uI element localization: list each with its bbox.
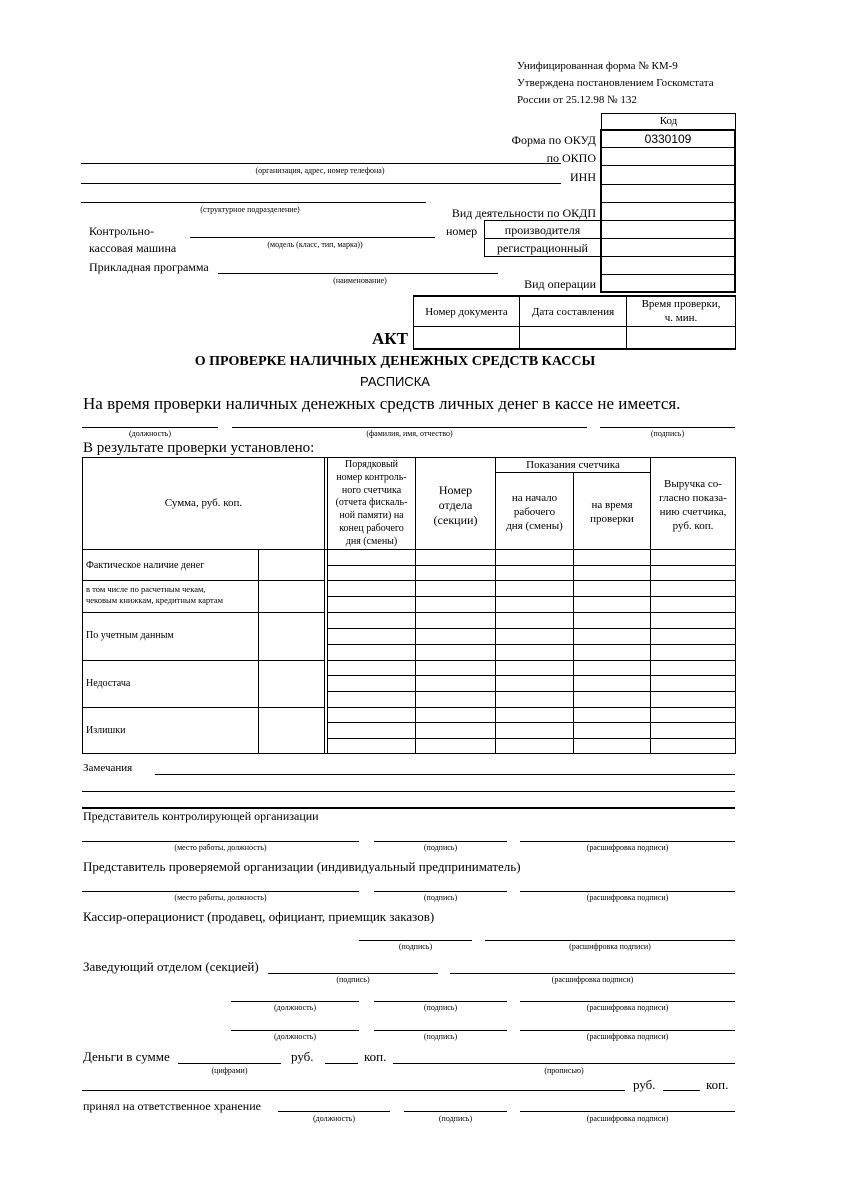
custody-signature-field[interactable] (404, 1111, 507, 1112)
extra1-name-field[interactable] (520, 1001, 735, 1002)
sum-header: Сумма, руб. коп. (164, 497, 243, 509)
custody-label: принял на ответственное хранение (83, 1099, 261, 1113)
custody-position-caption: (должность) (313, 1114, 355, 1123)
okpo-label: по ОКПО (546, 151, 596, 165)
control-rep-position-field[interactable] (82, 841, 359, 842)
form-id-line: Унифицированная форма № КМ-9 (517, 60, 678, 72)
money-kop2-label: коп. (706, 1077, 729, 1092)
app-name-caption: (наименование) (333, 276, 387, 285)
extra1-position-field[interactable] (231, 1001, 359, 1002)
operation-label: Вид операции (524, 277, 596, 291)
position-caption: (должность) (129, 429, 171, 438)
extra2-signature-field[interactable] (374, 1030, 507, 1031)
department-header: Номер отдела (секции) (433, 483, 478, 527)
money-kop-field[interactable] (325, 1063, 358, 1064)
cashier-signature-field[interactable] (359, 940, 472, 941)
money-words-caption: (прописью) (544, 1066, 584, 1075)
control-rep-signature-field[interactable] (374, 841, 507, 842)
checked-rep-name-field[interactable] (520, 891, 735, 892)
result-label: В результате проверки установлено: (83, 440, 315, 456)
fullname-caption: (фамилия, имя, отчество) (366, 429, 453, 438)
manufacturer-label: производителя (504, 223, 581, 237)
control-rep-label: Представитель контролирующей организации (83, 809, 319, 823)
remarks-field-2[interactable] (82, 791, 735, 792)
kod-label: Код (659, 115, 678, 127)
money-kop-label: коп. (364, 1049, 387, 1064)
codes-column (600, 129, 736, 293)
control-rep-position-caption: (место работы, должность) (174, 843, 267, 852)
head-dept-name-caption: (расшифровка подписи) (551, 975, 634, 984)
fullname-field[interactable] (232, 427, 587, 428)
okud-code-value: 0330109 (644, 132, 692, 146)
app-name-field[interactable] (218, 273, 498, 274)
control-rep-name-field[interactable] (520, 841, 735, 842)
approval-line: Утверждена постановлением Госкомстата (517, 77, 714, 89)
counter-readings-header: Показания счетчика (526, 459, 620, 471)
act-subtitle: О ПРОВЕРКЕ НАЛИЧНЫХ ДЕНЕЖНЫХ СРЕДСТВ КАССЫ (194, 354, 596, 369)
money-label: Деньги в сумме (83, 1049, 170, 1064)
extra1-signature-caption: (подпись) (423, 1003, 458, 1012)
extra1-name-caption: (расшифровка подписи) (586, 1003, 669, 1012)
checked-rep-signature-caption: (подпись) (423, 893, 458, 902)
org-field-2[interactable] (81, 183, 561, 184)
structural-unit-field[interactable] (81, 202, 426, 203)
kkm-label-2: кассовая машина (89, 241, 177, 255)
check-time-header-1: Время проверки, (641, 298, 721, 310)
row-shortage: Недостача (86, 678, 131, 689)
row-actual-cash: Фактическое наличие денег (86, 560, 205, 571)
start-of-day-header: на начало рабочего дня (смены) (506, 492, 563, 532)
custody-name-field[interactable] (520, 1111, 735, 1112)
codes-header-cell (601, 113, 736, 130)
kkm-model-field[interactable] (190, 237, 435, 238)
checked-rep-position-field[interactable] (82, 891, 359, 892)
remarks-label: Замечания (83, 762, 133, 774)
head-dept-signature-field[interactable] (268, 973, 438, 974)
row-accounting-data: По учетным данным (86, 630, 174, 641)
org-caption: (организация, адрес, номер телефона) (255, 166, 385, 175)
inn-label: ИНН (570, 170, 596, 184)
cashier-label: Кассир-операционист (продавец, официант, приемщик заказов) (83, 909, 435, 924)
serial-counter-header: Порядковый номер контроль- ного счетчика (отчета фискаль- ной памяти) на конец рабочего дня (смены) (335, 459, 408, 547)
extra2-signature-caption: (подпись) (423, 1032, 458, 1041)
money-words-field[interactable] (393, 1063, 735, 1064)
extra2-position-field[interactable] (231, 1030, 359, 1031)
registration-label: регистрационный (497, 241, 588, 255)
signature-field[interactable] (600, 427, 735, 428)
custody-position-field[interactable] (278, 1111, 390, 1112)
kkm-number-label: номер (446, 224, 478, 238)
signature-caption: (подпись) (650, 429, 685, 438)
extra2-position-caption: (должность) (274, 1032, 316, 1041)
checked-rep-signature-field[interactable] (374, 891, 507, 892)
org-field[interactable] (81, 163, 561, 164)
act-title: АКТ (372, 329, 408, 348)
check-time-header-2: ч. мин. (664, 312, 698, 324)
okud-label: Форма по ОКУД (511, 133, 596, 147)
control-rep-signature-caption: (подпись) (423, 843, 458, 852)
money-rub2-label: руб. (633, 1077, 656, 1092)
extra1-position-caption: (должность) (274, 1003, 316, 1012)
cashier-name-caption: (расшифровка подписи) (569, 942, 651, 951)
app-label: Прикладная программа (89, 260, 209, 274)
revenue-header: Выручка со- гласно показа- нию счетчика, руб. коп. (659, 478, 727, 532)
extra2-name-caption: (расшифровка подписи) (586, 1032, 669, 1041)
kkm-model-caption: (модель (класс, тип, марка)) (267, 240, 363, 249)
check-time-counter-header: на время проверки (590, 499, 634, 525)
custody-name-caption: (расшифровка подписи) (586, 1114, 669, 1123)
head-dept-name-field[interactable] (450, 973, 735, 974)
cashier-signature-caption: (подпись) (398, 942, 433, 951)
head-dept-label: Заведующий отделом (секцией) (83, 959, 259, 974)
extra2-name-field[interactable] (520, 1030, 735, 1031)
control-rep-name-caption: (расшифровка подписи) (586, 843, 669, 852)
money-words-field-2[interactable] (82, 1090, 625, 1091)
approval-date-line: России от 25.12.98 № 132 (517, 94, 637, 106)
head-dept-signature-caption: (подпись) (336, 975, 370, 984)
cashier-name-field[interactable] (485, 940, 735, 941)
receipt-title: РАСПИСКА (360, 374, 430, 389)
statement-text: На время проверки наличных денежных средств личных денег в кассе не имеется. (83, 394, 681, 413)
structural-unit-caption: (структурное подразделение) (200, 205, 300, 214)
custody-signature-caption: (подпись) (438, 1114, 473, 1123)
checked-rep-label: Представитель проверяемой организации (индивидуальный предприниматель) (83, 859, 521, 874)
money-digits-field[interactable] (178, 1063, 281, 1064)
kkm-label-1: Контрольно- (89, 224, 154, 238)
checked-rep-name-caption: (расшифровка подписи) (586, 893, 669, 902)
position-field[interactable] (82, 427, 218, 428)
checked-rep-position-caption: (место работы, должность) (174, 893, 267, 902)
extra1-signature-field[interactable] (374, 1001, 507, 1002)
okdp-label: Вид деятельности по ОКДП (451, 206, 596, 220)
remarks-field-1[interactable] (155, 774, 735, 775)
doc-number-header: Номер документа (425, 306, 508, 318)
row-including-checks: в том числе по расчетным чекам, чековым книжкам, кредитным картам (86, 584, 224, 605)
money-digits-caption: (цифрами) (211, 1066, 248, 1075)
money-kop2-field[interactable] (663, 1090, 700, 1091)
row-surplus: Излишки (86, 725, 126, 736)
money-rub-label: руб. (291, 1049, 314, 1064)
doc-date-header: Дата составления (531, 306, 615, 318)
